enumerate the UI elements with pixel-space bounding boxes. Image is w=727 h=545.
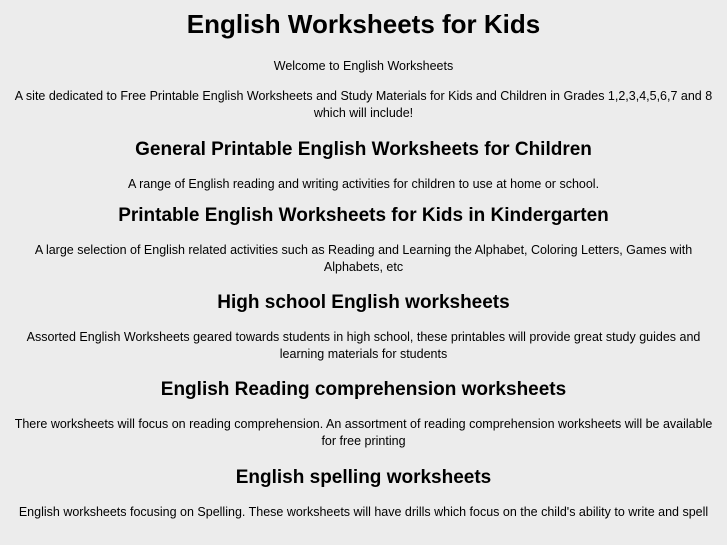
section-kindergarten bbox=[0, 204, 727, 276]
section-text-high-school: Assorted English Worksheets geared towards students in high school, these printables will provide great study guides and learning materials for students bbox=[26, 330, 701, 361]
section-link-reading-comprehension[interactable]: English Reading comprehension worksheets bbox=[160, 379, 567, 400]
section-reading-comprehension bbox=[0, 378, 727, 450]
section-text-general: A range of English reading and writing activities for children to use at home or school. bbox=[127, 177, 600, 191]
intro-text: A site dedicated to Free Printable English Worksheets and Study Materials for Kids and Children in Grades 1,2,3,4,5,6,7 and 8 which will include! bbox=[14, 89, 713, 120]
section-heading-high-school[interactable] bbox=[0, 291, 727, 315]
section-heading-general[interactable] bbox=[0, 138, 727, 162]
section-link-high-school[interactable]: High school English worksheets bbox=[217, 292, 510, 313]
section-general bbox=[0, 138, 727, 193]
section-link-kindergarten[interactable]: Printable English Worksheets for Kids in Kindergarten bbox=[118, 205, 609, 226]
section-spelling bbox=[0, 466, 727, 521]
section-text-kindergarten: A large selection of English related activities such as Reading and Learning the Alphabet, Coloring Letters, Games with Alphabets, etc bbox=[34, 243, 693, 274]
section-high-school bbox=[0, 291, 727, 363]
welcome-text: Welcome to English Worksheets bbox=[273, 59, 454, 73]
section-link-general[interactable]: General Printable English Worksheets for Children bbox=[135, 139, 592, 160]
page-title: English Worksheets for Kids bbox=[186, 9, 541, 39]
section-heading-reading-comprehension[interactable] bbox=[0, 378, 727, 402]
section-heading-kindergarten[interactable] bbox=[0, 204, 727, 228]
section-text-reading-comprehension: There worksheets will focus on reading comprehension. An assortment of reading comprehension worksheets will be available for free printing bbox=[14, 417, 713, 448]
section-heading-spelling[interactable] bbox=[0, 466, 727, 490]
section-text-spelling: English worksheets focusing on Spelling. These worksheets will have drills which focus on the child's ability to write and spell bbox=[18, 505, 709, 519]
section-link-spelling[interactable]: English spelling worksheets bbox=[235, 467, 492, 488]
